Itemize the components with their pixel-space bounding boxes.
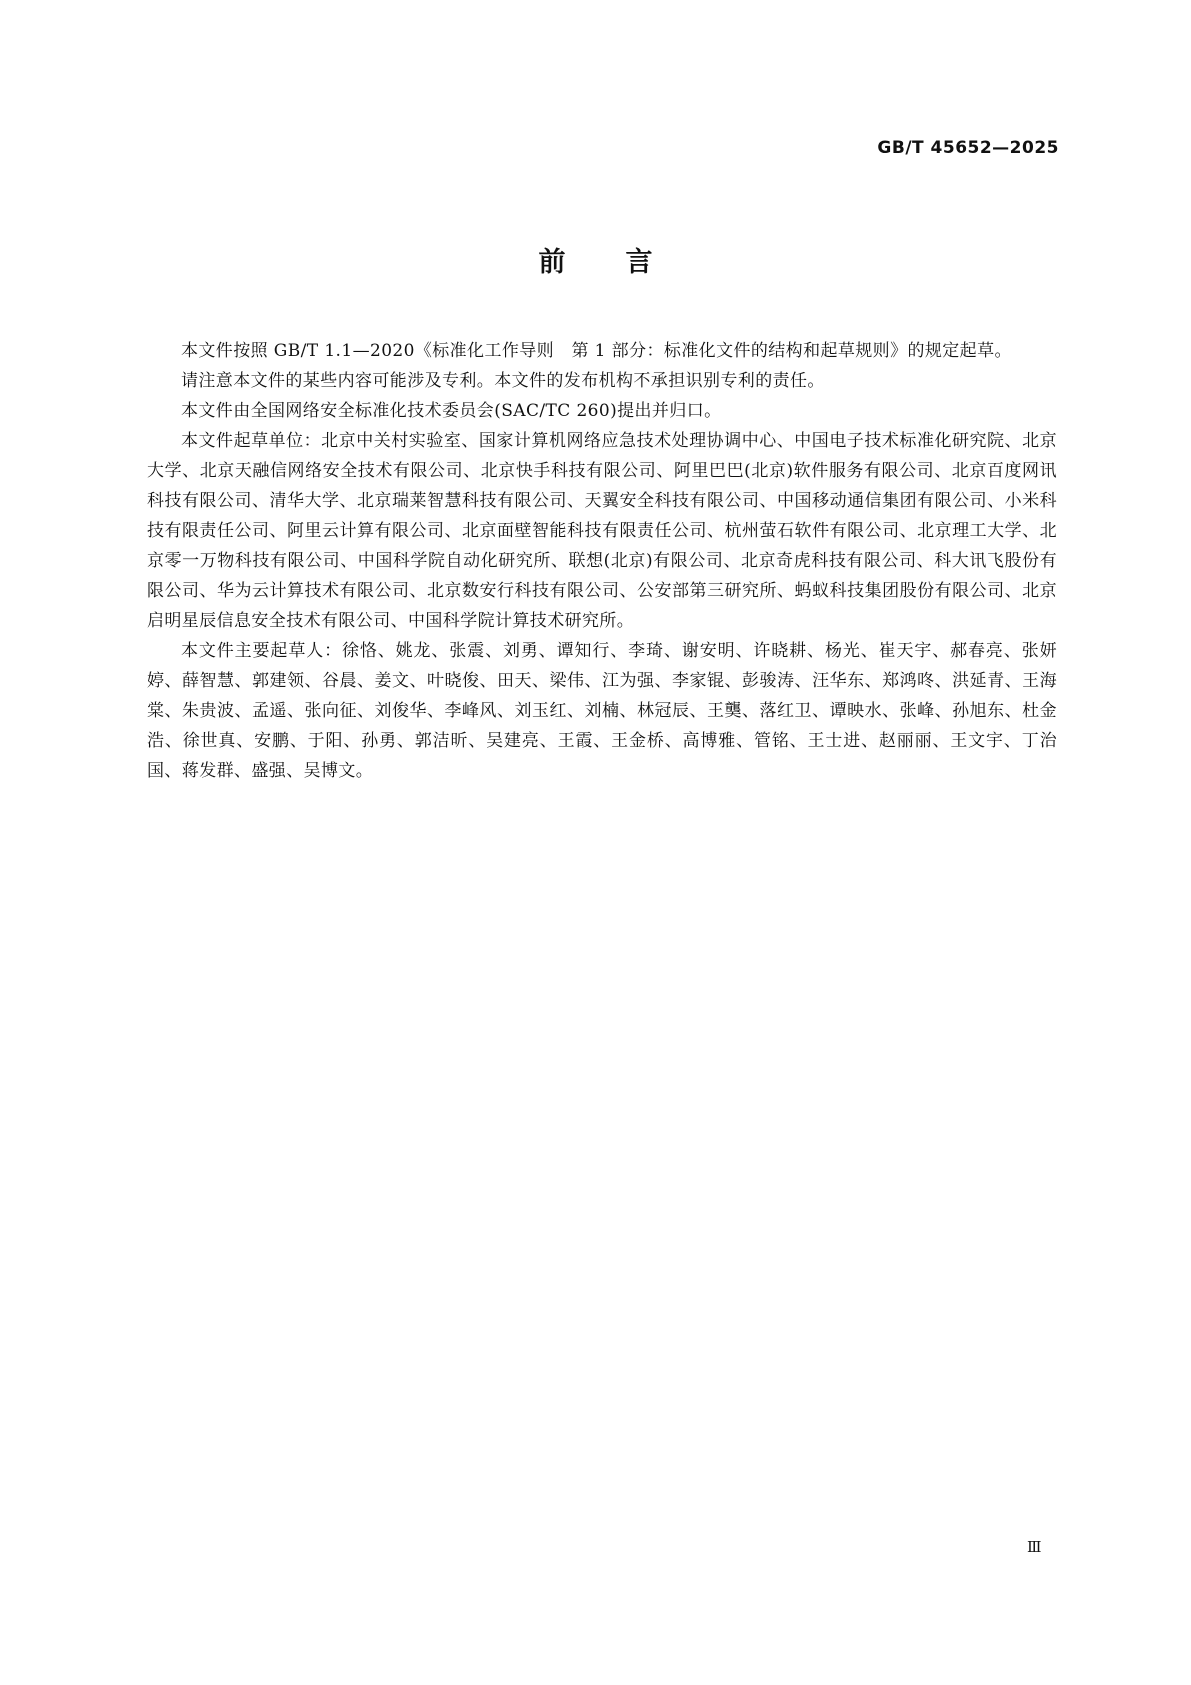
paragraph-proposer: 本文件由全国网络安全标准化技术委员会(SAC/TC 260)提出并归口。 <box>181 401 722 421</box>
paragraph-drafters: 本文件主要起草人：徐恪、姚龙、张震、刘勇、谭知行、李琦、谢安明、许晓耕、杨光、崔天宇、郝春亮、张妍婷、薛智慧、郭建领、谷晨、姜文、叶晓俊、田天、梁伟、江为强、李家锟、彭骏涛、汪华东、郑鸿咚、洪延青、王海棠、朱贵波、孟遥、张向征、刘俊华、李峰风、刘玉红、刘楠、林冠辰、王龑、落红卫、谭映水、张峰、孙旭东、杜金浩、徐世真、安鹏、于阳、孙勇、郭洁昕、吴建亮、王霞、王金桥、高博雅、管铭、王士进、赵丽丽、王文宇、丁治国、蒋发群、盛强、吴博文。 <box>147 641 1057 781</box>
paragraph-drafting-organizations: 本文件起草单位：北京中关村实验室、国家计算机网络应急技术处理协调中心、中国电子技术标准化研究院、北京大学、北京天融信网络安全技术有限公司、北京快手科技有限公司、阿里巴巴(北京)软件服务有限公司、北京百度网讯科技有限公司、清华大学、北京瑞莱智慧科技有限公司、天翼安全科技有限公司、中国移动通信集团有限公司、小米科技有限责任公司、阿里云计算有限公司、北京面壁智能科技有限责任公司、杭州萤石软件有限公司、北京理工大学、北京零一万物科技有限公司、中国科学院自动化研究所、联想(北京)有限公司、北京奇虎科技有限公司、科大讯飞股份有限公司、华为云计算技术有限公司、北京数安行科技有限公司、公安部第三研究所、蚂蚁科技集团股份有限公司、北京启明星辰信息安全技术有限公司、中国科学院计算技术研究所。 <box>147 431 1057 631</box>
page-number: Ⅲ <box>1027 1538 1042 1556</box>
foreword-body <box>147 336 1057 786</box>
page-title: 前言 <box>538 247 713 278</box>
paragraph-drafting-rules: 本文件按照 GB/T 1.1—2020《标准化工作导则 第 1 部分：标准化文件的结构和起草规则》的规定起草。 <box>181 341 1012 361</box>
paragraph-patent-notice: 请注意本文件的某些内容可能涉及专利。本文件的发布机构不承担识别专利的责任。 <box>181 371 825 391</box>
standard-code: GB/T 45652—2025 <box>877 138 1059 158</box>
